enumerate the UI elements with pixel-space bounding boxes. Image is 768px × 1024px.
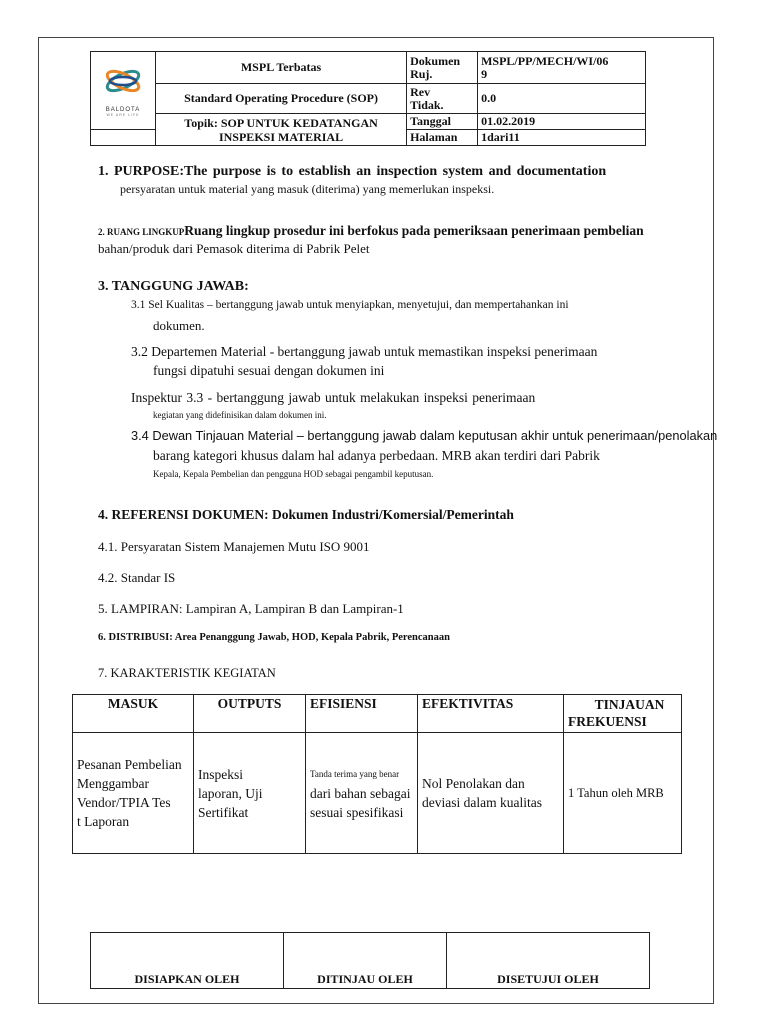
responsibility-3-2-cont: fungsi dipatuhi sesuai dengan dokumen ini [153,363,385,378]
purpose-heading: 1. PURPOSE:The purpose is to establish an inspection system and documentation [98,164,607,179]
topic-title: Topik: SOP UNTUK KEDATANGAN INSPEKSI MATERIAL [156,114,407,146]
page-label: Halaman [407,130,478,146]
cell-tinjauan: 1 Tahun oleh MRB [564,733,682,854]
cell-efektivitas: Nol Penolakan dan deviasi dalam kualitas [418,733,564,854]
document-header-table [90,51,646,146]
references-heading: 4. REFERENSI DOKUMEN: Dokumen Industri/Komersial/Pemerintah [98,507,514,522]
reference-4-1: 4.1. Persyaratan Sistem Manajemen Mutu ISO 9001 [98,539,370,554]
responsibility-3-1: 3.1 Sel Kualitas – bertanggung jawab untuk menyiapkan, menyetujui, dan mempertahankan ini [131,299,569,311]
characteristics-table [72,694,682,854]
sop-title: Standard Operating Procedure (SOP) [156,84,407,114]
signature-approved: DISETUJUI OLEH [447,933,650,989]
scope-label: 2. RUANG LINGKUP [98,227,185,237]
signature-reviewed: DITINJAU OLEH [284,933,447,989]
cell-efisiensi: Tanda terima yang benar dari bahan sebagai sesuai spesifikasi [306,733,418,854]
responsibility-heading: 3. TANGGUNG JAWAB: [98,279,249,294]
logo-text: BALDOTA [105,106,141,113]
scope-text: bahan/produk dari Pemasok diterima di Pabrik Pelet [98,241,370,256]
table-header-row [73,695,682,733]
table-row [73,733,682,854]
rev-value: 0.0 [478,84,646,114]
rev-label: Rev Tidak. [407,84,478,114]
column-header-efektivitas: EFEKTIVITAS [418,695,564,733]
org-name: MSPL Terbatas [156,52,407,84]
date-label: Tanggal [407,114,478,130]
responsibility-3-3-cont: kegiatan yang didefinisikan dalam dokumen ini. [153,410,327,420]
scope-bold-text: Ruang lingkup prosedur ini berfokus pada pemeriksaan penerimaan pembelian [184,223,644,238]
logo-cell [91,52,156,130]
column-header-efisiensi: EFISIENSI [306,695,418,733]
cell-outputs: Inspeksi laporan, Uji Sertifikat [194,733,306,854]
characteristics-heading: 7. KARAKTERISTIK KEGIATAN [98,666,276,680]
baldota-logo-icon [94,65,152,103]
responsibility-3-3: Inspektur 3.3 - bertanggung jawab untuk melakukan inspeksi penerimaan [131,390,536,405]
cell-masuk: Pesanan Pembelian Menggambar Vendor/TPIA Tes t Laporan [73,733,194,854]
signature-prepared: DISIAPKAN OLEH [91,933,284,989]
responsibility-3-2: 3.2 Departemen Material - bertanggung jawab untuk memastikan inspeksi penerimaan [131,344,598,359]
column-header-outputs: OUTPUTS [194,695,306,733]
scope-heading [98,222,644,240]
logo-tagline: WE ARE LIFE [106,112,140,117]
page-value: 1dari11 [478,130,646,146]
doc-ref-value: MSPL/PP/MECH/WI/06 9 [478,52,646,84]
column-header-masuk: MASUK [73,695,194,733]
responsibility-3-4-cont: barang kategori khusus dalam hal adanya perbedaan. MRB akan terdiri dari Pabrik [153,448,600,463]
attachments-text: 5. LAMPIRAN: Lampiran A, Lampiran B dan Lampiran-1 [98,601,404,616]
logo-bottom-cell [91,130,156,146]
responsibility-3-1-cont: dokumen. [153,318,205,333]
purpose-text: persyaratan untuk material yang masuk (diterima) yang memerlukan inspeksi. [120,182,495,196]
column-header-tinjauan: TINJAUAN FREKUENSI [564,695,682,733]
distribution-text: 6. DISTRIBUSI: Area Penanggung Jawab, HOD, Kepala Pabrik, Perencanaan [98,632,450,643]
signature-table [90,932,650,989]
date-value: 01.02.2019 [478,114,646,130]
responsibility-3-4: 3.4 Dewan Tinjauan Material – bertanggung jawab dalam keputusan akhir untuk penerimaan/penolakan [131,428,718,443]
doc-ref-label: Dokumen Ruj. [407,52,478,84]
reference-4-2: 4.2. Standar IS [98,570,176,585]
responsibility-3-4-cont2: Kepala, Kepala Pembelian dan pengguna HOD sebagai pengambil keputusan. [153,469,434,479]
